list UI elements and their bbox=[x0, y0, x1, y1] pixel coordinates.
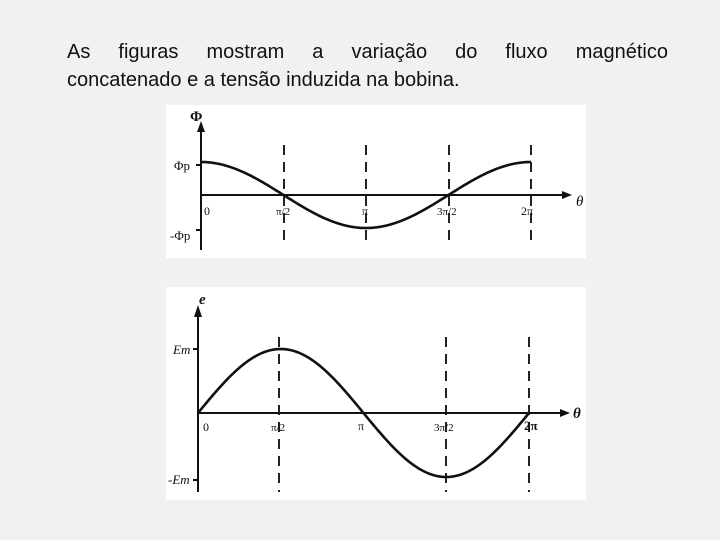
caption-line-1: As figuras mostram a variação do fluxo magnético bbox=[67, 41, 668, 63]
x-tick-label-0: 0 bbox=[203, 420, 209, 434]
y-tick-label-max: Em bbox=[173, 342, 191, 357]
x-tick-label-3pi-half: 3π/2 bbox=[434, 422, 454, 434]
x-axis-arrow bbox=[562, 191, 572, 199]
x-tick-label-pi: π bbox=[362, 204, 369, 218]
y-axis-label: Φ bbox=[190, 109, 203, 125]
x-axis-label: θ bbox=[573, 406, 581, 422]
x-tick-label-pi-half: π/2 bbox=[276, 206, 291, 218]
caption-line-2: concatenado e a tensão induzida na bobina. bbox=[67, 69, 460, 91]
y-tick-label-min: -Em bbox=[168, 472, 190, 487]
y-tick-label-min: -Φp bbox=[170, 228, 191, 243]
flux-chart bbox=[166, 105, 586, 258]
x-tick-label-pi: π bbox=[358, 419, 365, 433]
caption bbox=[67, 38, 668, 94]
x-axis-label: θ bbox=[576, 194, 584, 210]
y-axis-label: e bbox=[199, 292, 206, 308]
x-tick-label-2pi: 2π bbox=[521, 204, 534, 218]
voltage-chart-panel bbox=[166, 287, 586, 500]
x-axis-arrow bbox=[560, 409, 570, 417]
flux-chart-panel bbox=[166, 105, 586, 258]
voltage-chart bbox=[166, 287, 586, 500]
x-tick-label-3pi-half: 3π/2 bbox=[437, 206, 457, 218]
x-tick-label-0: 0 bbox=[204, 204, 210, 218]
x-tick-label-2pi: 2π bbox=[524, 418, 538, 433]
x-tick-label-pi-half: π/2 bbox=[271, 422, 286, 434]
y-tick-label-max: Φp bbox=[174, 158, 191, 173]
